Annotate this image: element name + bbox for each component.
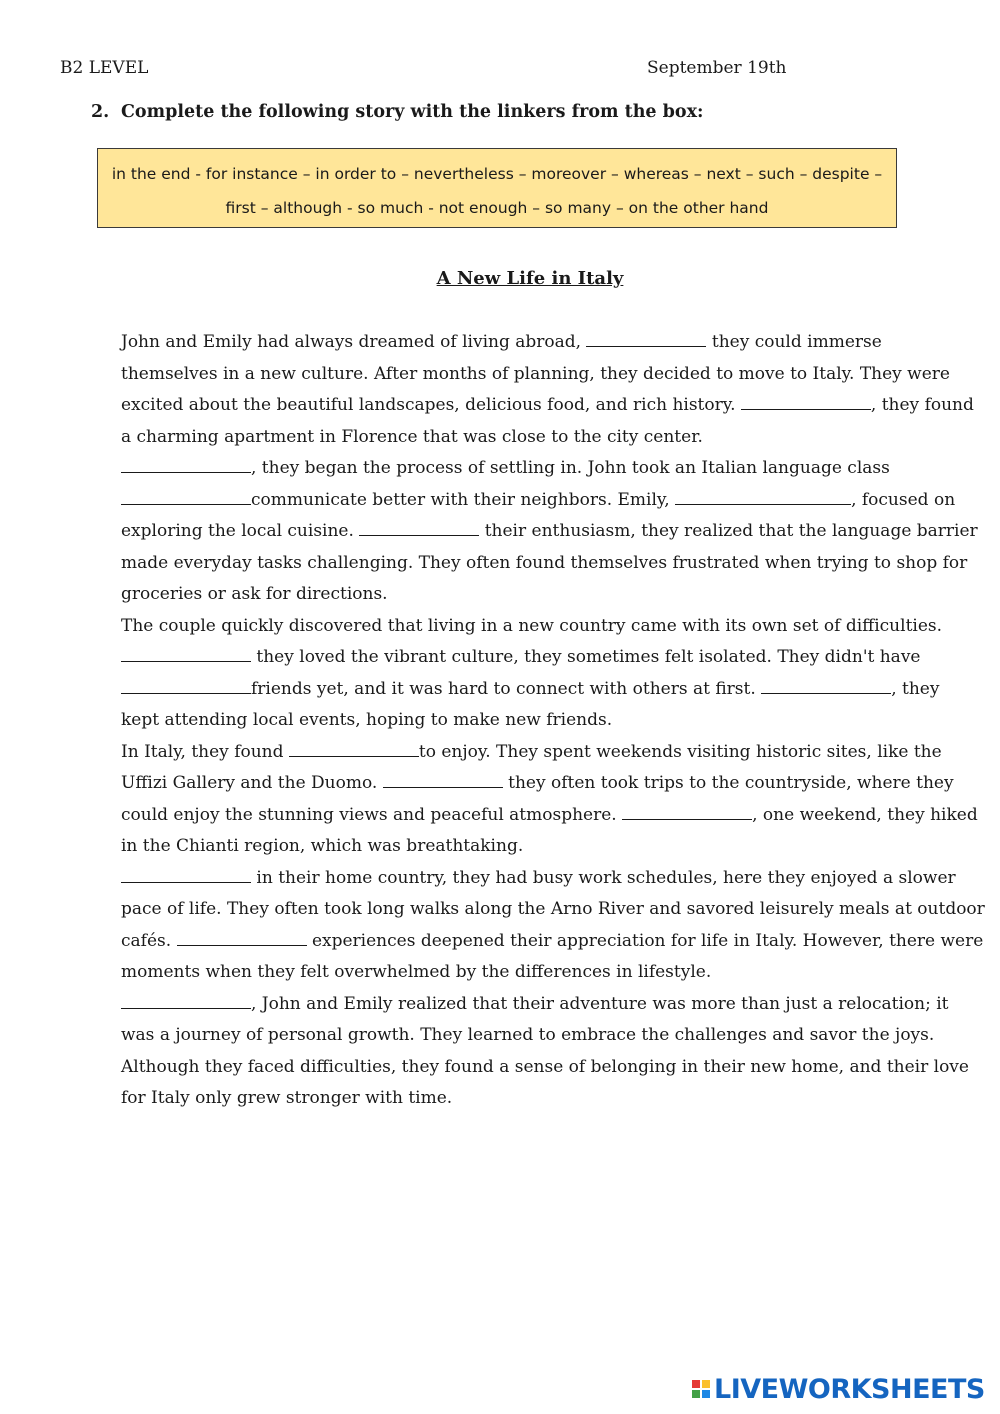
blank-3[interactable] (121, 456, 251, 473)
story-text-span: pace of life. They often took long walks along the Arno River and savored leisurely meals at outdoor (121, 899, 985, 919)
linkers-line-2: first – although - so much - not enough – so many – on the other hand (225, 199, 769, 217)
story-line (121, 485, 956, 517)
story-text-span: they could immerse (711, 332, 882, 352)
story-text-span: communicate better with their neighbors. Emily, (251, 489, 670, 510)
blank-7[interactable] (121, 645, 251, 662)
logo-square (702, 1390, 710, 1398)
blank-5[interactable] (675, 488, 851, 505)
story-text-span: friends yet, and it was hard to connect with others at first. (251, 678, 756, 699)
story-line (121, 390, 974, 422)
blank-14[interactable] (177, 929, 307, 946)
story-line (121, 926, 984, 958)
story-line (121, 831, 951, 863)
story-text-span: made everyday tasks challenging. They often found themselves frustrated when trying to shop for (121, 552, 968, 573)
story-text-span: Although they faced difficulties, they found a sense of belonging in their new home, and their love (121, 1056, 969, 1077)
story-line (121, 327, 951, 359)
story-text-span: Uffizi Gallery and the Duomo. (121, 773, 378, 793)
story-line (121, 453, 951, 485)
story-text-span: kept attending local events, hoping to make new friends. (121, 710, 613, 730)
story-text-span: , focused on (851, 489, 956, 510)
blank-10[interactable] (289, 740, 419, 757)
story-title: A New Life in Italy (436, 268, 624, 289)
story-text-span: , they (891, 678, 940, 699)
story-text-span: John and Emily had always dreamed of living abroad, (121, 332, 582, 352)
story-line (121, 1020, 951, 1052)
story-line (121, 1083, 951, 1115)
story-text-span: for Italy only grew stronger with time. (121, 1088, 453, 1108)
story-text-span: moments when they felt overwhelmed by the differences in lifestyle. (121, 962, 712, 982)
blank-4[interactable] (121, 488, 251, 505)
blank-15[interactable] (121, 992, 251, 1009)
blank-9[interactable] (761, 677, 891, 694)
story-line (121, 894, 985, 926)
story-text-span: was a journey of personal growth. They learned to embrace the challenges and savor the joys. (121, 1025, 935, 1045)
story-line (121, 768, 954, 800)
story-line (121, 989, 951, 1021)
story-text-span: exploring the local cuisine. (121, 521, 354, 541)
story-text-span: In Italy, they found (121, 741, 284, 762)
story-text-span: they often took trips to the countryside, where they (508, 773, 954, 793)
story-text-span: they loved the vibrant culture, they sometimes felt isolated. They didn't have (256, 647, 921, 667)
story-line (121, 611, 951, 643)
blank-8[interactable] (121, 677, 251, 694)
story-text-span: excited about the beautiful landscapes, delicious food, and rich history. (121, 395, 736, 415)
linkers-box (97, 148, 897, 228)
story-line (121, 359, 951, 391)
story-line (121, 863, 956, 895)
story-line (121, 705, 951, 737)
blank-13[interactable] (121, 866, 251, 883)
story-text-span: in their home country, they had busy work schedules, here they enjoyed a slower (256, 867, 956, 888)
story-text-span: , one weekend, they hiked (752, 804, 978, 825)
story-text-span: experiences deepened their appreciation for life in Italy. However, there were (311, 930, 984, 951)
story-text-span: in the Chianti region, which was breathtaking. (121, 836, 524, 856)
story-line (121, 674, 951, 706)
liveworksheets-logo-icon (692, 1380, 710, 1398)
date-label: September 19th (647, 58, 787, 78)
story-text-span: The couple quickly discovered that living in a new country came with its own set of difficulties. (121, 615, 943, 636)
logo-square (692, 1380, 700, 1388)
blank-1[interactable] (586, 330, 706, 347)
story-text-span: , they began the process of settling in. John took an Italian language class (251, 458, 890, 478)
story-text-span: a charming apartment in Florence that was close to the city center. (121, 426, 703, 447)
logo-square (692, 1390, 700, 1398)
story-line (121, 642, 951, 674)
task-instruction: Complete the following story with the linkers from the box: (121, 102, 704, 122)
story-text-span: , John and Emily realized that their adventure was more than just a relocation; it (251, 993, 949, 1014)
story-line (121, 548, 968, 580)
story-line (121, 957, 951, 989)
task-heading (91, 102, 703, 122)
story-text-span: , they found (870, 395, 974, 415)
story-text-span: cafés. (121, 930, 172, 951)
story-line (121, 800, 978, 832)
story-line (121, 737, 951, 769)
liveworksheets-logo[interactable] (692, 1374, 985, 1404)
story-text-span: their enthusiasm, they realized that the language barrier (484, 521, 978, 541)
story-text-span: to enjoy. They spent weekends visiting historic sites, like the (418, 741, 942, 762)
blank-12[interactable] (622, 803, 752, 820)
story-line (121, 1052, 969, 1084)
task-number: 2. (91, 102, 110, 122)
blank-2[interactable] (741, 393, 871, 410)
blank-11[interactable] (383, 771, 503, 788)
story-text-span: themselves in a new culture. After months of planning, they decided to move to Italy. They were (121, 363, 950, 384)
story-text (121, 327, 985, 1115)
linkers-line-1: in the end - for instance – in order to – nevertheless – moreover – whereas – next – such – despite – (111, 165, 883, 183)
story-text-span: could enjoy the stunning views and peaceful atmosphere. (121, 804, 617, 825)
story-line (121, 422, 951, 454)
level-label: B2 LEVEL (60, 58, 149, 78)
story-line (121, 579, 951, 611)
story-line (121, 516, 978, 548)
logo-text: LIVEWORKSHEETS (714, 1373, 985, 1405)
blank-6[interactable] (359, 519, 479, 536)
story-text-span: groceries or ask for directions. (121, 584, 388, 604)
logo-square (702, 1380, 710, 1388)
